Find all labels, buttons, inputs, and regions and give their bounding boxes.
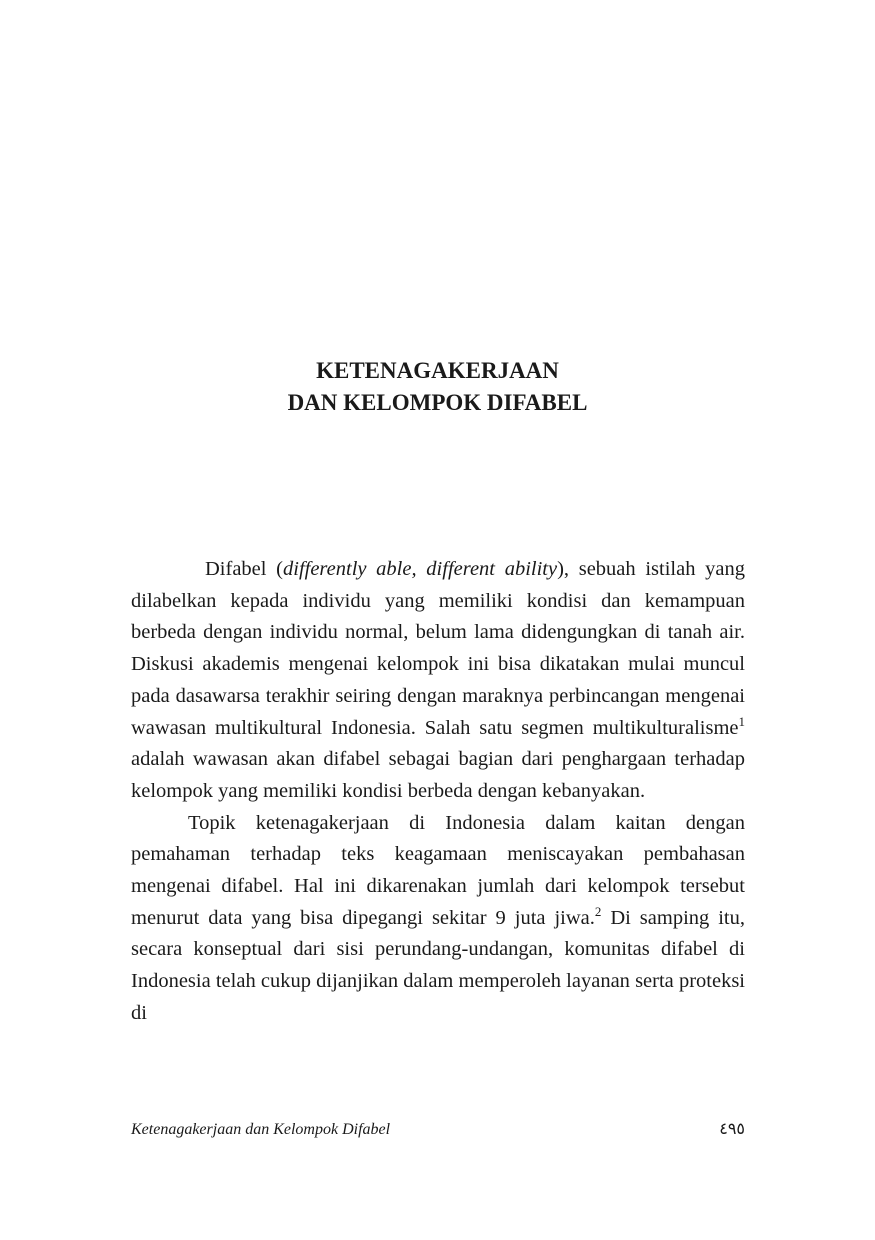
- page-footer: [131, 1118, 745, 1141]
- chapter-title: [0, 355, 875, 419]
- running-title: Ketenagakerjaan dan Kelompok Difabel: [131, 1121, 391, 1138]
- paragraph-1-italic: differently able, different ability: [283, 558, 558, 580]
- chapter-title-line-2: DAN KELOMPOK DIFABEL: [287, 390, 588, 415]
- body-text: [131, 554, 745, 1030]
- footnote-marker-2: 2: [594, 903, 602, 919]
- page-number: ٤٩٥: [719, 1119, 745, 1138]
- paragraph-2-text-b: Di samping itu, secara konseptual dari sisi perundang-undangan, komunitas difabel di Indonesia telah cukup dijanjikan dalam memperoleh layanan serta proteksi di: [131, 906, 745, 1024]
- footnote-marker-1: 1: [738, 713, 745, 729]
- paragraph-2-text-a: Topik ketenagakerjaan di Indonesia dalam kaitan dengan pemahaman terhadap teks keagamaan meniscayakan pembahasan mengenai difabel. Hal ini dikarenakan jumlah dari kelompok tersebut menurut data yang bisa dipegangi sekitar 9 juta jiwa.: [131, 811, 745, 929]
- chapter-title-line-1: KETENAGAKERJAAN: [316, 358, 559, 383]
- paragraph-1-lead: Difabel (: [205, 558, 283, 580]
- paragraph-1-text-b: adalah wawasan akan difabel sebagai bagian dari penghargaan terhadap kelompok yang memiliki kondisi berbeda dengan kebanyakan.: [131, 748, 745, 802]
- paragraph-1-text-a: ), sebuah istilah yang dilabelkan kepada individu yang memiliki kondisi dan kemampuan berbeda dengan individu normal, belum lama didengungkan di tanah air. Diskusi akademis mengenai kelompok ini bisa dikatakan mulai muncul pada dasawarsa terakhir seiring dengan maraknya perbincangan mengenai wawasan multikultural Indonesia. Salah satu segmen multikulturalisme: [131, 558, 745, 739]
- paragraph-2: [131, 808, 745, 1030]
- paragraph-1: [131, 554, 745, 808]
